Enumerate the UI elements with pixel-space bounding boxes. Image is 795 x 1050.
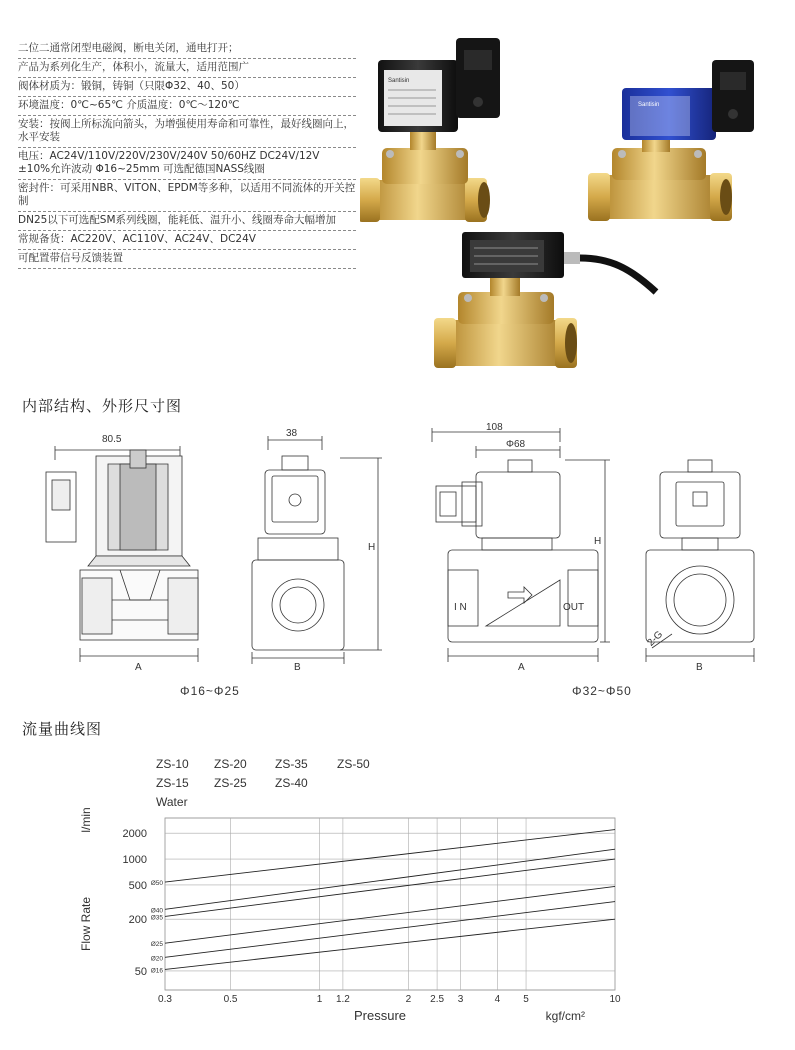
legend-zs20: ZS-20 [214,757,247,771]
spec-row: 二位二通常闭型电磁阀，断电关闭，通电打开； [18,40,356,59]
series-label: Ø16 [150,967,163,975]
legend-zs40: ZS-40 [275,776,308,790]
spec-row: 可配置带信号反馈装置 [18,250,356,269]
spec-row: 电压：AC24V/110V/220V/230V/240V 50/60HZ DC24V/12V ±10%允许波动 Φ16~25mm 可选配德国NASS线圈 [18,148,356,180]
series-line [165,849,615,909]
technical-drawings [0,420,795,680]
series-label: Ø40 [150,907,163,915]
spec-list [18,40,356,269]
legend-zs10: ZS-10 [156,757,189,771]
product-photos [360,30,790,390]
spec-row: 常规备货：AC220V、AC110V、AC24V、DC24V [18,231,356,250]
drawing-section-small [46,446,198,662]
label-in: I N [454,602,467,613]
series-line [165,830,615,882]
caption-large-size: Φ32~Φ50 [572,684,632,698]
spec-row: 密封件：可采用NBR、VITON、EPDM等多种，以适用不同流体的开关控制 [18,180,356,212]
label-a-large: A [518,662,525,673]
x-tick-label: 4 [494,994,501,1005]
y-axis-label: Flow Rate [79,896,93,952]
x-tick-label: 0.3 [158,994,172,1005]
y-tick-label: 1000 [122,854,147,867]
series-label: Ø35 [150,914,163,922]
dim-108: 108 [486,422,503,433]
label-h-small: H [368,542,376,553]
legend-zs15: ZS-15 [156,776,189,790]
valve-photo-cable-coil [434,232,656,368]
series-line [165,859,615,916]
drawing-side-small [252,436,382,664]
legend-zs50: ZS-50 [337,757,370,771]
spec-row: 产品为系列化生产，体积小，流量大，适用范围广 [18,59,356,78]
legend-zs35: ZS-35 [275,757,308,771]
y-tick-label: 50 [134,965,147,978]
valve-photo-black-coil [360,38,500,222]
y-axis-unit: l/min [79,807,93,833]
x-tick-label: 2 [405,994,412,1005]
caption-small-size: Φ16~Φ25 [180,684,240,698]
label-2g: 2-G [645,629,666,649]
plot-frame [165,818,615,990]
y-tick-label: 500 [128,879,147,892]
drawing-front-large [432,428,610,662]
spec-row: 安装：按阀上所标流向箭头，为增强使用寿命和可靠性，最好线圈向上，水平安装 [18,116,356,148]
dim-38: 38 [286,428,298,439]
legend-zs25: ZS-25 [214,776,247,790]
label-b-small: B [294,662,301,673]
label-out: OUT [563,602,585,613]
y-tick-label: 2000 [122,828,147,841]
x-tick-label: 1.2 [335,994,350,1005]
label-b-large: B [696,662,703,673]
label-a-small: A [135,662,142,673]
dim-80-5: 80.5 [102,434,122,445]
x-tick-label: 3 [457,994,464,1005]
x-axis-unit: kgf/cm² [545,1009,585,1023]
drawing-side-large [646,460,754,662]
valve-photo-blue-coil [588,60,754,221]
spec-row: 阀体材质为：锻铜，铸铜（只限Φ32、40、50） [18,78,356,97]
x-tick-label: 10 [609,994,621,1005]
x-axis-label: Pressure [353,1008,407,1023]
dim-phi68: Φ68 [506,439,526,450]
series-label: Ø20 [150,955,163,963]
series-line [165,919,615,969]
series-line [165,886,615,943]
svg-text:Santisin: Santisin [638,102,660,108]
label-h-large: H [594,536,602,547]
x-tick-label: 0.5 [223,994,238,1005]
y-tick-label: 200 [128,914,147,927]
x-tick-label: 5 [523,994,529,1005]
spec-row: 环境温度：0℃~65℃ 介质温度：0℃～120℃ [18,97,356,116]
spec-row: DN25以下可选配SM系列线圈，能耗低、温升小、线圈寿命大幅增加 [18,212,356,231]
flow-rate-chart [60,800,640,1035]
svg-text:Santisin: Santisin [388,78,410,84]
legend-water: Water [156,795,188,809]
series-label: Ø25 [150,941,163,949]
x-tick-label: 2.5 [430,994,445,1005]
series-line [165,902,615,958]
section-title-flow: 流量曲线图 [22,720,103,738]
x-tick-label: 1 [316,994,323,1005]
section-title-structure: 内部结构、外形尺寸图 [22,397,183,415]
series-label: Ø50 [150,880,163,888]
